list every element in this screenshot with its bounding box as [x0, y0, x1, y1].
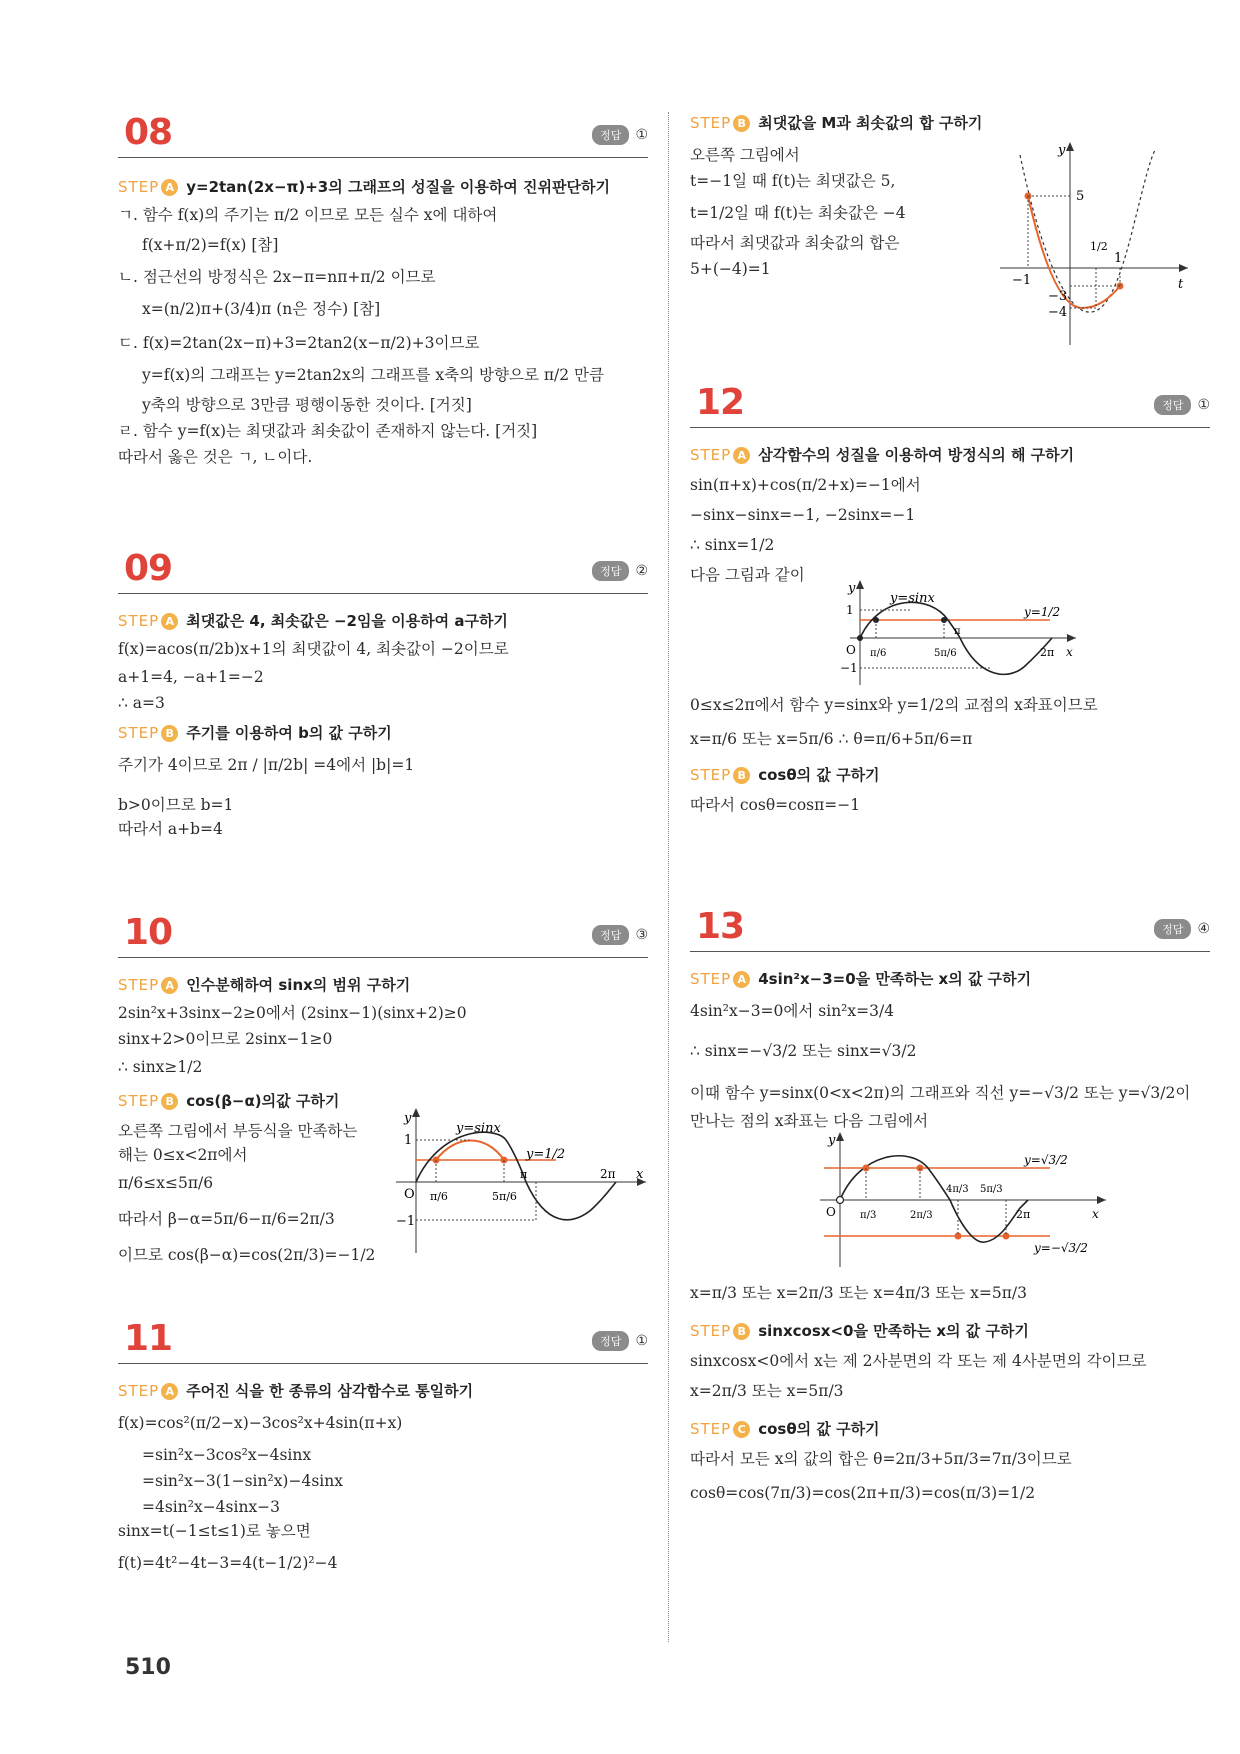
tick-label: 2π — [1040, 646, 1055, 659]
step-letter: B — [161, 1093, 178, 1110]
step-letter: B — [733, 767, 750, 784]
problem-number: 12 — [696, 382, 745, 423]
tick-label: 2π — [600, 1167, 616, 1181]
axis-label-x: x — [1092, 1207, 1099, 1221]
solution-line: =sin²x−3(1−sin²x)−4sinx — [142, 1472, 343, 1490]
tick-label: 1 — [404, 1133, 413, 1148]
tick-label: 1/2 — [1090, 240, 1108, 253]
solution-line: cosθ=cos(7π/3)=cos(2π+π/3)=cos(π/3)=1/2 — [690, 1484, 1036, 1502]
step-b — [690, 1320, 1029, 1342]
tick-label: 4π/3 — [946, 1184, 969, 1195]
solution-line: t=1/2일 때 f(t)는 최솟값은 −4 — [690, 204, 906, 222]
solution-line: f(x+π/2)=f(x) [참] — [142, 236, 279, 254]
step-tag: STEP — [118, 1382, 160, 1400]
solution-line: f(t)=4t²−4t−3=4(t−1/2)²−4 — [118, 1554, 338, 1572]
solution-line: ㄹ. 함수 y=f(x)는 최댓값과 최솟값이 존재하지 않는다. [거짓] — [118, 422, 538, 440]
solution-line: t=−1일 때 f(t)는 최댓값은 5, — [690, 172, 896, 190]
step-b — [118, 1090, 339, 1112]
solution-line: sinx=t(−1≤t≤1)로 놓으면 — [118, 1522, 311, 1540]
problem-11 — [118, 1318, 648, 1572]
answer-badge: 정답 — [1154, 395, 1191, 415]
step-tag: STEP — [690, 1420, 732, 1438]
tick-label: 2π — [1016, 1208, 1031, 1221]
step-tag: STEP — [118, 724, 160, 742]
step-a — [118, 1380, 473, 1402]
tick-label: 5π/6 — [492, 1190, 517, 1203]
origin-label: O — [404, 1187, 415, 1202]
step-tag: STEP — [690, 766, 732, 784]
axis-label-y: y — [404, 1111, 412, 1126]
step-title: y=2tan(2x−π)+3의 그래프의 성질을 이용하여 진위판단하기 — [186, 178, 610, 196]
answer-value: ④ — [1197, 921, 1210, 937]
step-b — [118, 722, 392, 744]
solution-line: b>0이므로 b=1 — [118, 796, 234, 814]
problem-number: 11 — [124, 1318, 173, 1359]
step-title: 삼각함수의 성질을 이용하여 방정식의 해 구하기 — [758, 446, 1075, 464]
answer — [1154, 919, 1210, 939]
curve-label: y=sinx — [456, 1121, 501, 1136]
problem-number: 10 — [124, 912, 173, 953]
problem-08 — [118, 112, 648, 466]
solution-line: 따라서 cosθ=cosπ=−1 — [690, 796, 861, 814]
step-letter: B — [161, 725, 178, 742]
tick-label: −1 — [396, 1214, 416, 1229]
step-title: 최댓값을 M과 최솟값의 합 구하기 — [758, 114, 983, 132]
problem-header — [118, 112, 648, 158]
solution-line: 4sin²x−3=0에서 sin²x=3/4 — [690, 1002, 895, 1020]
solution-line: 따라서 β−α=5π/6−π/6=2π/3 — [118, 1210, 335, 1228]
tick-label: π — [520, 1168, 528, 1181]
tick-label: −1 — [840, 661, 858, 675]
line-label-bottom: y=−√3/2 — [1034, 1241, 1088, 1255]
solution-line: π/6≤x≤5π/6 — [118, 1174, 214, 1192]
step-title: 4sin²x−3=0을 만족하는 x의 값 구하기 — [758, 970, 1032, 988]
solution-line: sinx+2>0이므로 2sinx−1≥0 — [118, 1030, 333, 1048]
problem-header — [118, 548, 648, 594]
solution-line: ㄷ. f(x)=2tan(2x−π)+3=2tan2(x−π/2)+3이므로 — [118, 334, 480, 352]
step-a — [690, 444, 1074, 466]
tick-label: 1 — [1114, 251, 1123, 266]
step-tag: STEP — [690, 446, 732, 464]
solution-line: sinxcosx<0에서 x는 제 2사분면의 각 또는 제 4사분면의 각이므로 — [690, 1352, 1147, 1370]
answer-value: ① — [635, 1333, 648, 1349]
solution-line: 오른쪽 그림에서 — [690, 146, 800, 164]
answer-badge: 정답 — [592, 125, 629, 145]
step-letter: A — [161, 1383, 178, 1400]
solution-line: 따라서 모든 x의 값의 합은 θ=2π/3+5π/3=7π/3이므로 — [690, 1450, 1072, 1468]
answer-badge: 정답 — [592, 925, 629, 945]
axis-label-y: y — [1058, 143, 1066, 158]
tick-label: π/3 — [860, 1210, 877, 1221]
solution-line: 주기가 4이므로 2π / |π/2b| =4에서 |b|=1 — [118, 756, 415, 774]
tick-label: π/6 — [430, 1190, 448, 1203]
solution-line: −sinx−sinx=−1, −2sinx=−1 — [690, 506, 916, 524]
solution-line: y축의 방향으로 3만큼 평행이동한 것이다. [거짓] — [142, 396, 472, 414]
solution-line: 따라서 옳은 것은 ㄱ, ㄴ이다. — [118, 448, 313, 466]
tick-label: −4 — [1048, 305, 1068, 320]
solution-line: ∴ a=3 — [118, 694, 165, 712]
step-a — [690, 968, 1031, 990]
solution-line: y=f(x)의 그래프는 y=2tan2x의 그래프를 x축의 방향으로 π/2 만큼 — [142, 366, 604, 384]
solution-line: 오른쪽 그림에서 부등식을 만족하는 — [118, 1122, 358, 1140]
solution-line: 2sin²x+3sinx−2≥0에서 (2sinx−1)(sinx+2)≥0 — [118, 1004, 467, 1022]
solution-line: ㄱ. 함수 f(x)의 주기는 π/2 이므로 모든 실수 x에 대하여 — [118, 206, 498, 224]
solution-line: ∴ sinx≥1/2 — [118, 1058, 203, 1076]
solution-line: ∴ sinx=−√3/2 또는 sinx=√3/2 — [690, 1042, 917, 1060]
problem-13 — [690, 906, 1210, 1502]
tick-label: 5π/6 — [934, 648, 957, 659]
tick-label: 1 — [846, 603, 854, 617]
step-title: 주어진 식을 한 종류의 삼각함수로 통일하기 — [186, 1382, 474, 1400]
step-title: sinxcosx<0을 만족하는 x의 값 구하기 — [758, 1322, 1029, 1340]
tick-label: −3 — [1048, 289, 1068, 304]
line-label-top: y=√3/2 — [1024, 1153, 1068, 1167]
solution-line: x=π/3 또는 x=2π/3 또는 x=4π/3 또는 x=5π/3 — [690, 1284, 1027, 1302]
step-tag: STEP — [118, 1092, 160, 1110]
origin-label: O — [846, 643, 856, 657]
step-tag: STEP — [690, 1322, 732, 1340]
tick-label: −1 — [1012, 273, 1032, 288]
step-letter: B — [733, 115, 750, 132]
solution-line: 따라서 최댓값과 최솟값의 합은 — [690, 234, 900, 252]
axis-label-y: y — [848, 581, 856, 596]
curve-label: y=sinx — [890, 591, 935, 606]
solution-line: 해는 0≤x<2π에서 — [118, 1146, 248, 1164]
axis-label-x: t — [1178, 277, 1184, 292]
step-letter: A — [161, 179, 178, 196]
solution-line: 따라서 a+b=4 — [118, 820, 223, 838]
parabola-graph-11 — [1000, 140, 1190, 350]
solution-line: =4sin²x−4sinx−3 — [142, 1498, 281, 1516]
tick-label: 5 — [1076, 189, 1085, 204]
solution-line: ㄴ. 점근선의 방정식은 2x−π=nπ+π/2 이므로 — [118, 268, 436, 286]
step-title: cosθ의 값 구하기 — [758, 766, 880, 784]
step-tag: STEP — [690, 970, 732, 988]
step-c — [690, 1418, 880, 1440]
step-letter: A — [733, 971, 750, 988]
page-number: 510 — [125, 1655, 171, 1680]
answer — [592, 1331, 648, 1351]
sine-graph-13 — [810, 1132, 1110, 1272]
solution-line: x=2π/3 또는 x=5π/3 — [690, 1382, 844, 1400]
line-label: y=1/2 — [526, 1147, 566, 1162]
solution-line: sin(π+x)+cos(π/2+x)=−1에서 — [690, 476, 921, 494]
step-b — [690, 764, 880, 786]
answer-value: ③ — [635, 927, 648, 943]
column-divider — [668, 112, 669, 1642]
step-letter: C — [733, 1421, 750, 1438]
answer-value: ② — [635, 563, 648, 579]
answer-badge: 정답 — [592, 561, 629, 581]
problem-number: 13 — [696, 906, 745, 947]
problem-header — [690, 906, 1210, 952]
solution-line: 다음 그림과 같이 — [690, 566, 805, 584]
answer — [592, 925, 648, 945]
step-title: 주기를 이용하여 b의 값 구하기 — [186, 724, 392, 742]
solution-line: 이므로 cos(β−α)=cos(2π/3)=−1/2 — [118, 1246, 376, 1264]
step-title: 인수분해하여 sinx의 범위 구하기 — [186, 976, 411, 994]
solution-line: 만나는 점의 x좌표는 다음 그림에서 — [690, 1112, 929, 1130]
step-title: cosθ의 값 구하기 — [758, 1420, 880, 1438]
answer — [592, 125, 648, 145]
step-a — [118, 610, 508, 632]
step-tag: STEP — [118, 612, 160, 630]
solution-line: =sin²x−3cos²x−4sinx — [142, 1446, 312, 1464]
axis-label-x: x — [1066, 645, 1073, 659]
solution-line: f(x)=cos²(π/2−x)−3cos²x+4sin(π+x) — [118, 1414, 403, 1432]
answer-value: ① — [635, 127, 648, 143]
solution-line: f(x)=acos(π/2b)x+1의 최댓값이 4, 최솟값이 −2이므로 — [118, 640, 509, 658]
problem-09 — [118, 548, 648, 838]
answer — [1154, 395, 1210, 415]
sine-graph-12 — [840, 580, 1080, 690]
solution-line: 5+(−4)=1 — [690, 260, 771, 278]
step-letter: A — [733, 447, 750, 464]
answer-badge: 정답 — [592, 1331, 629, 1351]
origin-label: O — [826, 1205, 836, 1219]
sine-graph-10 — [396, 1108, 648, 1258]
tick-label: π/6 — [870, 648, 887, 659]
solution-line: ∴ sinx=1/2 — [690, 536, 775, 554]
axis-label-y: y — [828, 1133, 836, 1148]
step-b — [690, 112, 982, 134]
line-label: y=1/2 — [1024, 605, 1061, 619]
step-a — [118, 974, 410, 996]
tick-label: 5π/3 — [980, 1184, 1003, 1195]
solution-line: x=π/6 또는 x=5π/6 ∴ θ=π/6+5π/6=π — [690, 730, 973, 748]
solution-line: 이때 함수 y=sinx(0<x<2π)의 그래프와 직선 y=−√3/2 또는 y=√3/2이 — [690, 1084, 1191, 1102]
problem-10 — [118, 912, 648, 1264]
axis-label-x: x — [636, 1167, 644, 1182]
step-title: 최댓값은 4, 최솟값은 −2임을 이용하여 a구하기 — [186, 612, 508, 630]
step-title: cos(β−α)의값 구하기 — [186, 1092, 340, 1110]
tick-label: π — [954, 626, 961, 637]
problem-number: 08 — [124, 112, 173, 153]
solution-line: x=(n/2)π+(3/4)π (n은 정수) [참] — [142, 300, 381, 318]
step-letter: A — [161, 977, 178, 994]
step-tag: STEP — [118, 976, 160, 994]
step-tag: STEP — [118, 178, 160, 196]
answer — [592, 561, 648, 581]
answer-value: ① — [1197, 397, 1210, 413]
problem-number: 09 — [124, 548, 173, 589]
step-a — [118, 176, 610, 198]
step-letter: A — [161, 613, 178, 630]
answer-badge: 정답 — [1154, 919, 1191, 939]
problem-header — [118, 912, 648, 958]
tick-label: 2π/3 — [910, 1210, 933, 1221]
solution-line: a+1=4, −a+1=−2 — [118, 668, 264, 686]
step-letter: B — [733, 1323, 750, 1340]
problem-12 — [690, 382, 1210, 814]
problem-header — [690, 382, 1210, 428]
problem-header — [118, 1318, 648, 1364]
solution-line: 0≤x≤2π에서 함수 y=sinx와 y=1/2의 교점의 x좌표이므로 — [690, 696, 1098, 714]
step-tag: STEP — [690, 114, 732, 132]
